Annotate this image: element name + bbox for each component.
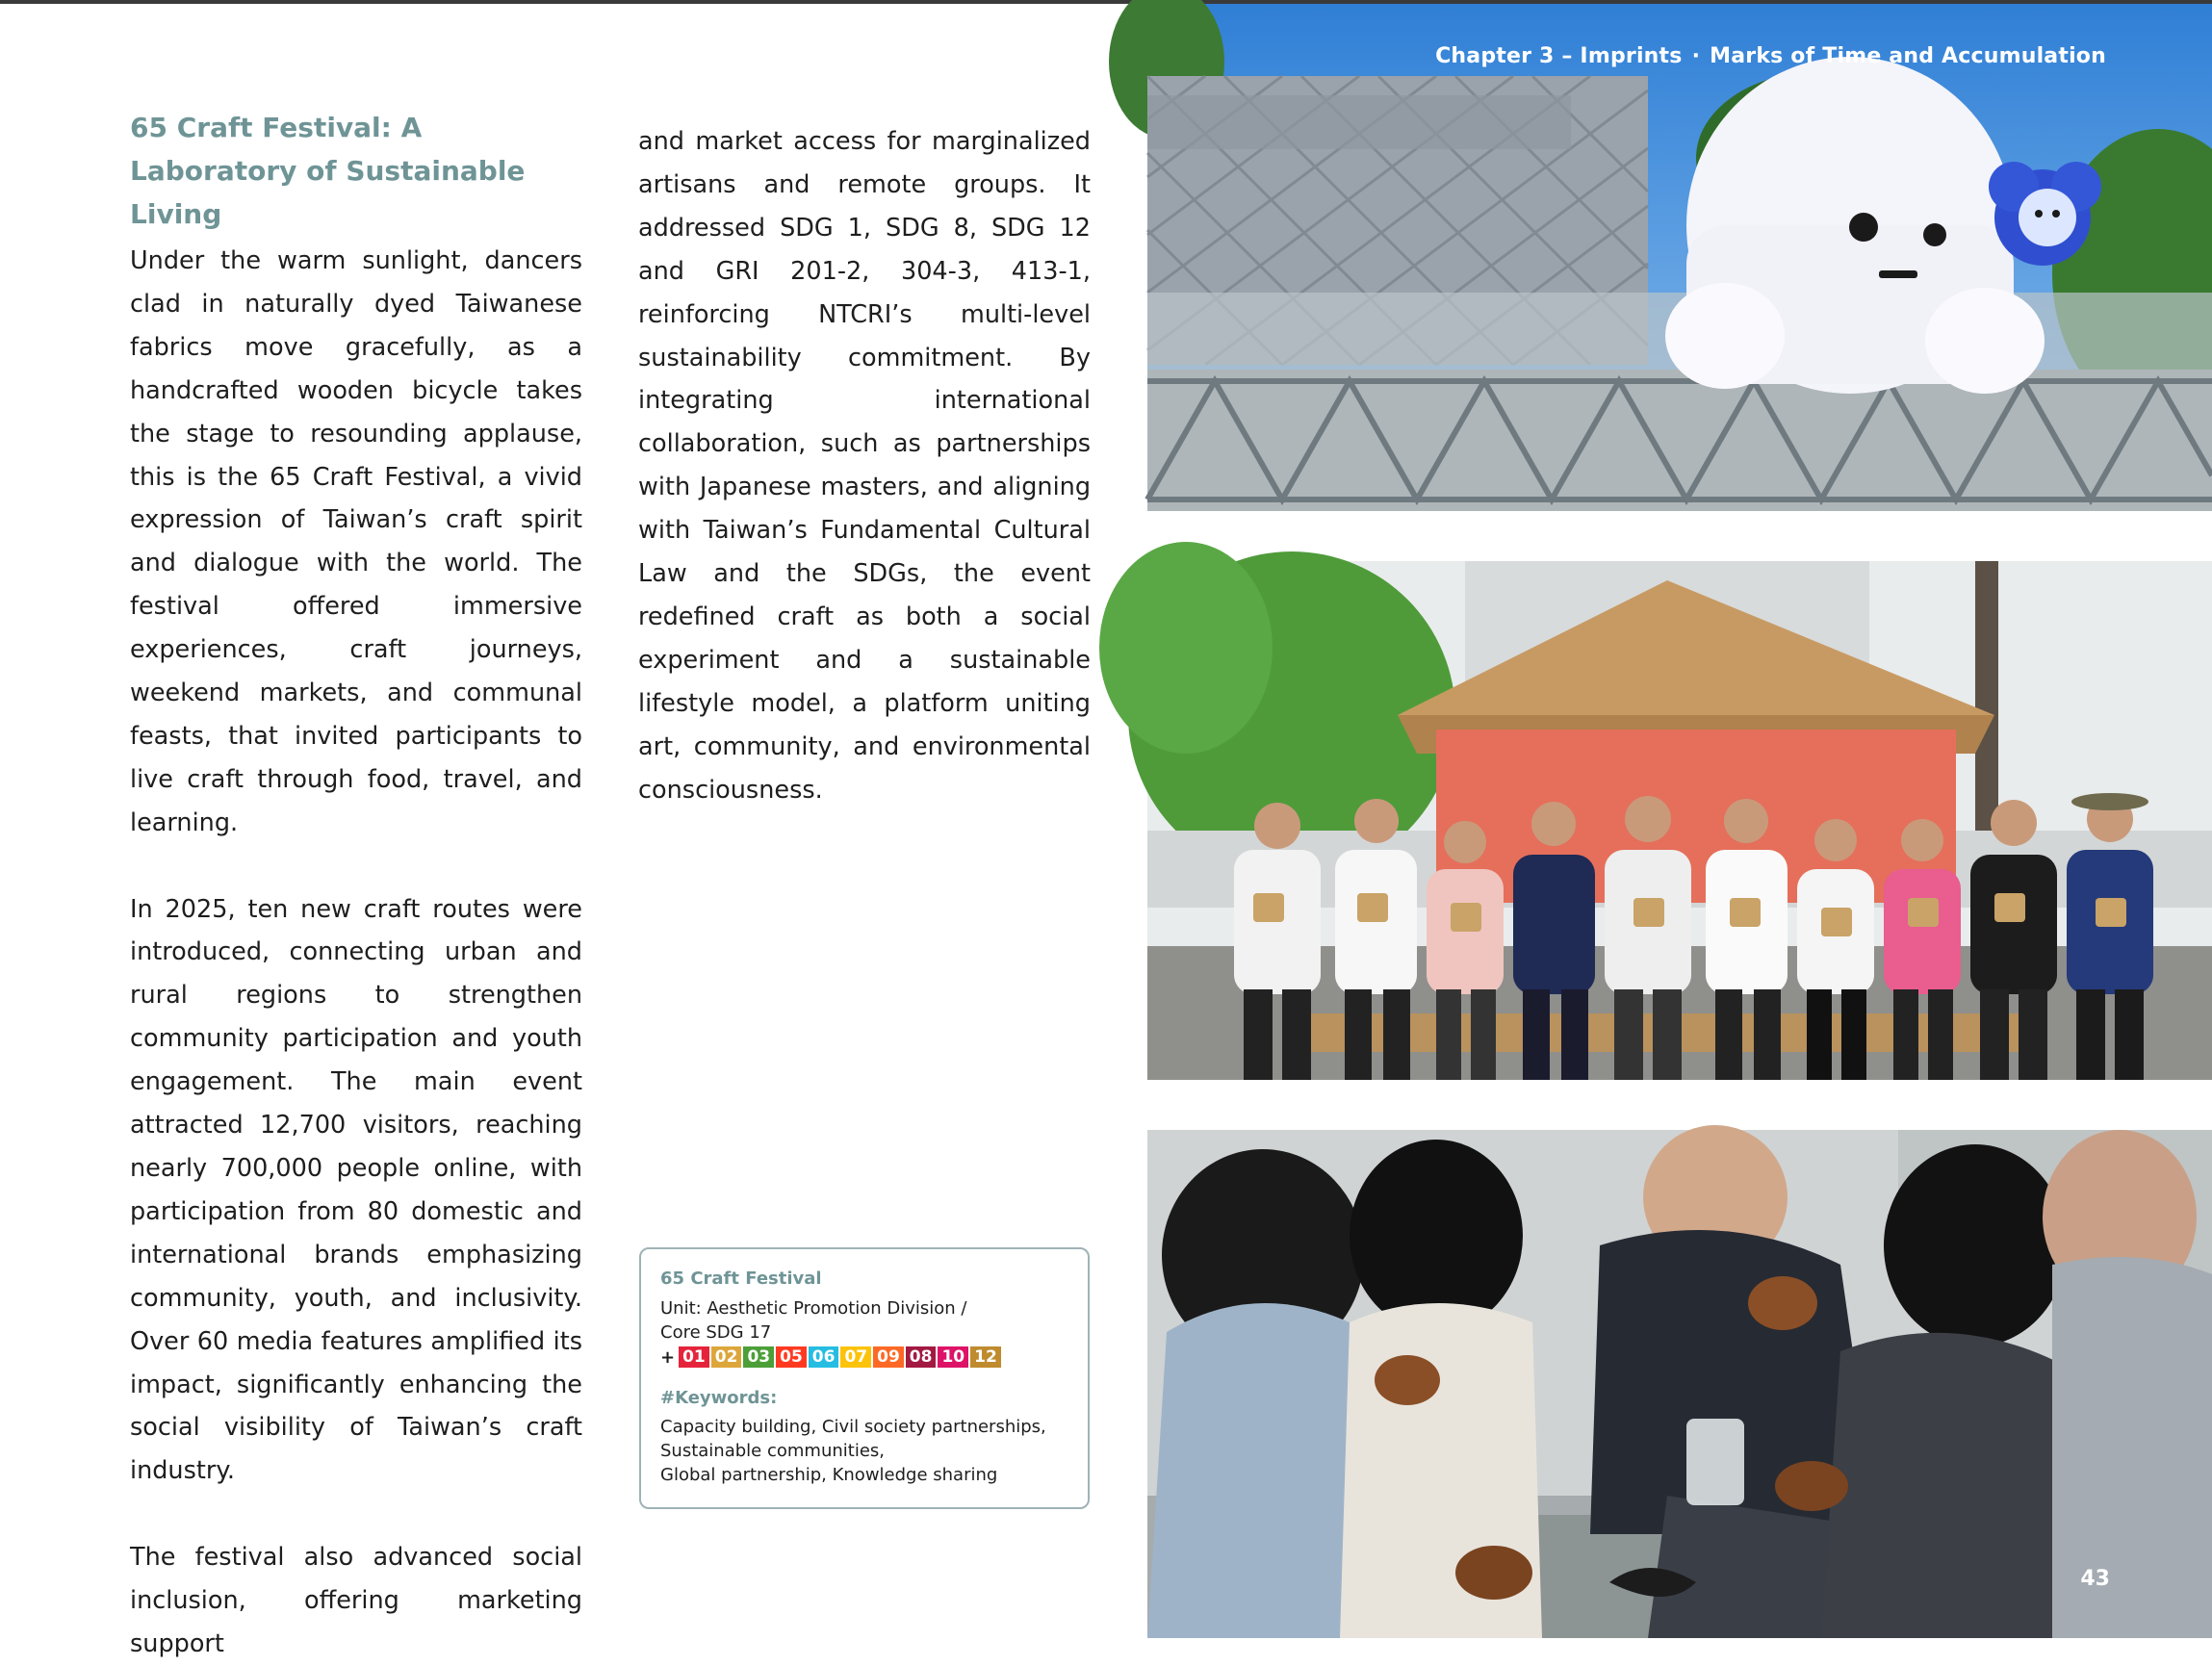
article-paragraph-2: In 2025, ten new craft routes were introduced, connecting urban and rural regions to strengthen community participation and youth engagement. The main event attracted 12,700 visitors, reaching nearly 700,000 people online, with participation from 80 domestic and international brands emphasizing community, youth, and inclusivity. Over 60 media features amplified its impact, significantly enhancing the social visibility of Taiwan’s craft industry. (130, 894, 582, 1486)
photo-craft-workshop (1147, 1130, 2212, 1638)
sdg-badge-row (660, 1346, 1068, 1369)
sdg-badge: 08 (906, 1346, 937, 1368)
project-info-box (639, 1247, 1090, 1509)
info-box-title: 65 Craft Festival (660, 1269, 822, 1289)
sdg-badge: 05 (776, 1346, 807, 1368)
info-box-core-sdg: Core SDG 17 (660, 1322, 772, 1343)
keywords-line: Global partnership, Knowledge sharing (660, 1465, 998, 1485)
article-title: 65 Craft Festival: A Laboratory of Sustainable Living (130, 112, 526, 230)
mascot-building-illustration (1147, 4, 2212, 511)
article-paragraph-1: Under the warm sunlight, dancers clad in naturally dyed Taiwanese fabrics move gracefully, as a handcrafted wooden bicycle takes the stage to resounding applause, this is the 65 Craft Festival, a vivid expression of Taiwan’s craft spirit and dialogue with the world. The festival offered immersive experiences, craft journeys, weekend markets, and communal feasts, that invited participants to live craft through food, travel, and learning. (130, 246, 582, 837)
keywords-line: Capacity building, Civil society partnerships, (660, 1417, 1046, 1437)
craft-workshop-illustration (1147, 1130, 2212, 1638)
section-label: Marks of Time and Accumulation (1710, 44, 2106, 68)
keywords-title: #Keywords: (660, 1388, 778, 1408)
article-column-right (638, 120, 1091, 812)
article-column-left (130, 106, 582, 1666)
sdg-badge: 03 (743, 1346, 774, 1368)
article-paragraph-4: and market access for marginalized artisans and remote groups. It addressed SDG 1, SDG 8, SDG 12 and GRI 201-2, 304-3, 413-1, reinforcing NTCRI’s multi-level sustainability commitment. By integrating international collaboration, such as partnerships with Japanese masters, and aligning with Taiwan’s Fundamental Cultural Law and the SDGs, the event redefined craft as both a social experiment and a sustainable lifestyle model, a platform uniting art, community, and environmental consciousness. (638, 127, 1091, 805)
sdg-badge: 10 (938, 1346, 968, 1368)
photo-mascot-building (1147, 4, 2212, 511)
sdg-badge: 01 (679, 1346, 709, 1368)
chapter-header (1435, 44, 2106, 68)
info-box-unit: Unit: Aesthetic Promotion Division / (660, 1298, 967, 1319)
photo-group-ceremony (1147, 561, 2212, 1080)
sdg-badge: 09 (873, 1346, 904, 1368)
keywords-line: Sustainable communities, (660, 1441, 885, 1461)
sdg-plus-sign: + (660, 1346, 676, 1368)
header-separator: · (1691, 44, 1701, 68)
page-number: 43 (2080, 1567, 2110, 1591)
sdg-badge: 06 (809, 1346, 839, 1368)
sdg-badge: 02 (711, 1346, 742, 1368)
sdg-badge: 07 (840, 1346, 871, 1368)
chapter-label: Chapter 3 – Imprints (1435, 44, 1683, 68)
group-ceremony-illustration (1147, 561, 2212, 1080)
article-paragraph-3: The festival also advanced social inclusion, offering marketing support (130, 1543, 582, 1658)
sdg-badge: 12 (970, 1346, 1001, 1368)
